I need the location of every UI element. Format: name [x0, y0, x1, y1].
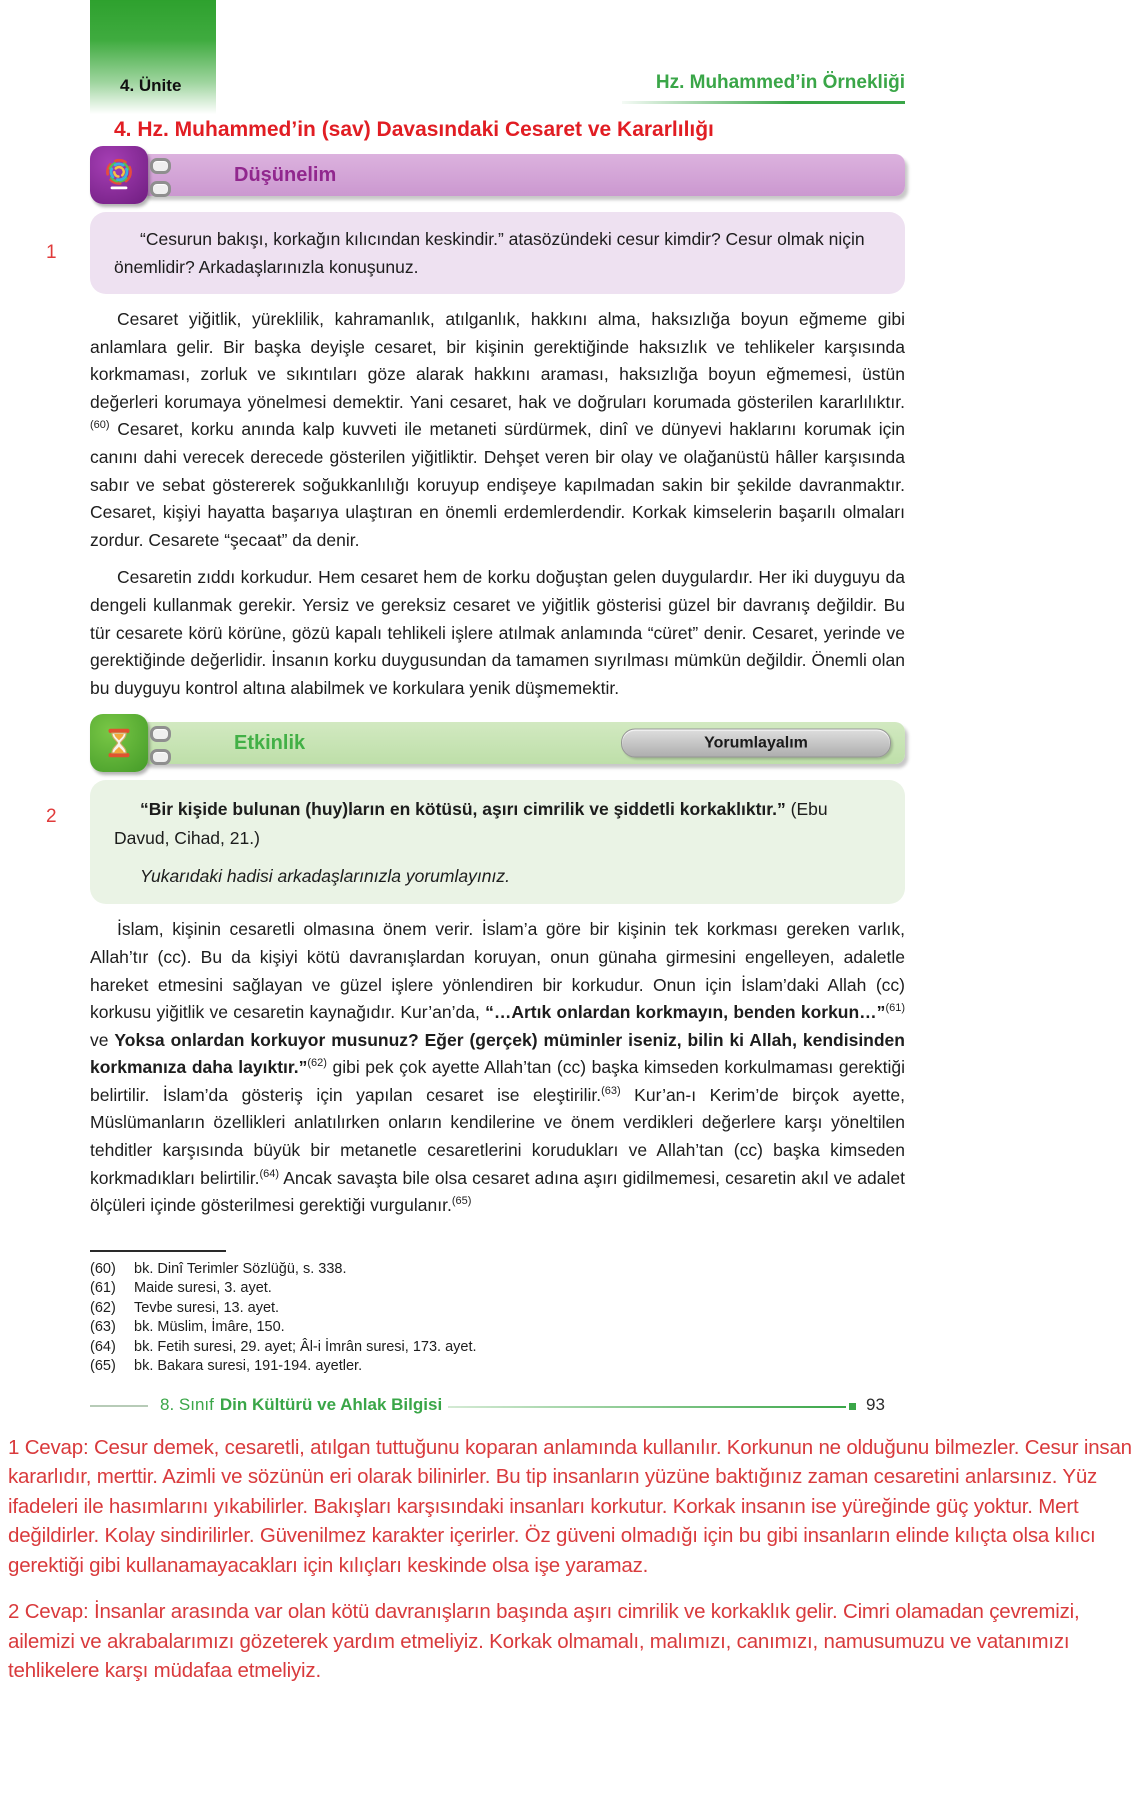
footnote-text: bk. Bakara suresi, 191-194. ayetler. — [134, 1358, 363, 1375]
footnote-number: (60) — [90, 1260, 116, 1277]
handwritten-answers — [8, 1433, 1140, 1686]
footnote-text: bk. Dinî Terimler Sözlüğü, s. 338. — [134, 1260, 347, 1277]
footnote-text: bk. Fetih suresi, 29. ayet; Âl-i İmrân suresi, 173. ayet. — [134, 1338, 477, 1355]
paragraph-cesaret-korku: Cesaretin zıddı korkudur. Hem cesaret hem de korku doğuştan gelen duygulardır. Her iki duyguyu da dengeli kullanmak gerekir. Yersiz ve gereksiz cesaret ve yiğitlik gösterisi güzel bir davranış değildir. Bu tür cesarete körü körüne, gözü kapalı tehlikeli işlere atılmak anlamında “cüret” denir. Cesaret, yerinde ve gerektiğinde değerlidir. İnsanın korku duygusundan da tamamen sıyrılması mümkün değildir. Önemli olan bu duyguyu kontrol altına alabilmek ve korkulara yenik düşmemektir. — [90, 567, 905, 698]
footer-book-name: Din Kültürü ve Ahlak Bilgisi — [219, 1394, 443, 1414]
hourglass-icon — [90, 714, 148, 772]
footnote-row — [90, 1318, 1148, 1338]
page-footer — [0, 1393, 1148, 1419]
footnote-rule — [90, 1250, 226, 1252]
paragraph-cesaret-tanim: Cesaret yiğitlik, yüreklilik, kahramanlık, atılganlık, hakkını alma, haksızlığa boyun eğmeme gibi anlamlara gelir. Bir başka deyişle cesaret, bir kişinin gerektiğinde haksızlık ve tehlikeler karşısında korkmaması, zorluk ve sıkıntıları göze alarak hakkını araması, haksızlığa boyun eğmemesi, üstün değerleri korumaya yönelmesi demektir. Yani cesaret, hak ve doğruları korumada gösterilen kararlılıktır.$^{(60)}$ Cesaret, korku anında kalp kuvveti ile metaneti sürdürmek, dinî ve dünyevi haklarını korumak için canını dahi verecek derecede gösterilen yiğitliktir. Dehşet veren bir olay ve olağanüstü hâller karşısında sabır ve sebat göstererek soğukkanlılığı koruyup endişeye kapılmadan sakin bir şekilde davranmaktır. Cesaret, kişiyi hayatta başarıya ulaştıran en önemli erdemlerdendir. Korkak kimselerin başarılı olmaları zordur. Cesarete “şecaat” da denir. — [90, 309, 905, 550]
footnote-row — [90, 1357, 1148, 1377]
footnote-text: bk. Müslim, İmâre, 150. — [134, 1319, 285, 1336]
unit-title-underline — [622, 101, 905, 104]
page-content — [0, 150, 1148, 1703]
dusunelim-banner — [90, 150, 905, 202]
footnote-number: (65) — [90, 1358, 116, 1375]
page-number: 93 — [866, 1394, 885, 1414]
unit-title: Hz. Muhammed’in Örnekliği — [655, 72, 905, 93]
margin-number-2: 2 — [46, 806, 57, 828]
dusunelim-question-text: “Cesurun bakışı, korkağın kılıcından keskindir.” atasözündeki cesur kimdir? Cesur olmak niçin önemlidir? Arkadaşlarınızla konuşunuz. — [114, 229, 865, 277]
dusunelim-label: Düşünelim — [234, 163, 337, 186]
etkinlik-banner-bar — [142, 722, 905, 764]
footnote-number: (62) — [90, 1299, 116, 1316]
answer-1: 1 Cevap: Cesur demek, cesaretli, atılgan tuttuğunu koparan anlamında kullanılır. Korkunun ne olduğunu bilmezler. Cesur insan kararlıdır, merttir. Azimli ve sözünün eri olarak bilinirler. Bu tip insanların yüzüne baktığınız zaman cesaretini anlarsınız. Yüz ifadeleri ile hasımlarını yıkabilirler. Bakışları karşısındaki insanları korkutur. Korkak insanın ise yüreğinde güç yoktur. Mert değildirler. Kolay sindirilirler. Güvenilmez karakter içerirler. Öz güveni olmadığı için bu gibi insanların elinde kılıçta olsa kılıcı gerektiği gibi kullanamayacakları için kılıçları keskinde olsa işe yaramaz. — [8, 1435, 1132, 1577]
footer-book-title — [160, 1395, 442, 1415]
answer-2: 2 Cevap: İnsanlar arasında var olan kötü davranışların başında aşırı cimrilik ve korkaklık gelir. Cimri olamadan çevremizi, ailemizi ve akrabalarımızı gözeterek yardım etmeliyiz. Korkak olmamalı, malımızı, canımızı, namusumuzu ve vatanımızı tehlikelere karşı müdafaa etmeliyiz. — [8, 1600, 1080, 1683]
unit-gradient-block — [90, 0, 216, 114]
footer-green-rule — [448, 1406, 846, 1408]
footnotes — [90, 1250, 1148, 1377]
footer-grade: 8. Sınıf — [160, 1394, 214, 1414]
dusunelim-question-box — [46, 212, 905, 294]
footnote-number: (63) — [90, 1319, 116, 1336]
body-text-block-2 — [90, 916, 905, 1220]
hadith-box — [46, 780, 905, 904]
footnote-row — [90, 1260, 1148, 1280]
unit-label: 4. Ünite — [120, 76, 182, 95]
footer-left-rule — [90, 1405, 148, 1407]
hadith-text: “Bir kişide bulunan (huy)ların en kötüsü, aşırı cimrilik ve şiddetli korkaklıktır.” (Ebu Davud, Cihad, 21.) — [114, 799, 828, 849]
body-text-block-1 — [90, 306, 905, 702]
think-scribble-icon — [90, 146, 148, 204]
footnote-number: (61) — [90, 1280, 116, 1297]
footnote-row — [90, 1338, 1148, 1358]
binder-rings-icon — [150, 726, 171, 765]
paragraph-islam-cesaret: İslam, kişinin cesaretli olmasına önem verir. İslam’a göre bir kişinin tek korkması gereken varlık, Allah’tır (cc). Bu da kişiyi kötü davranışlardan koruyan, onun günaha girmesini engelleyen, adaletle hareket etmesini sağlayan ve güzel işlere yönlendiren bir korkudur. Onun için İslam’daki Allah (cc) korkusu yiğitlik ve cesaretin kaynağıdır. Kur’an’da, “…Artık onlardan korkmayın, benden korkun…”$^{(61)}$ ve Yoksa onlardan korkuyor musunuz? Eğer (gerçek) müminler iseniz, bilin ki Allah, kendisinden korkmanıza daha layıktır.”$^{(62)}$ gibi pek çok ayette Allah’tan (cc) başka kimseden korkulmaması gerektiği belirtilir. İslam’da gösteriş için yapılan cesaret ise eleştirilir.$^{(63)}$ Kur’an-ı Kerim’de birçok ayette, Müslümanların özellikleri anlatılırken onların kendilerine ve önem verdikleri değerlere karşı yöneltilen tehditler karşısında büyük bir metanetle cesaretlerini korudukları ve Allah’tan (cc) başka kimseden korkmadıkları belirtilir.$^{(64)}$ Ancak savaşta bile olsa cesaret adına aşırı gidilmemesi, cesaretin akıl ve adalet ölçüleri içinde gösterilmesi gerektiği vurgulanır.$^{(65)}$ — [90, 919, 906, 1216]
footnote-text: Tevbe suresi, 13. ayet. — [134, 1299, 280, 1316]
etkinlik-label: Etkinlik — [234, 731, 306, 754]
footer-rule-dot — [849, 1403, 856, 1410]
footnote-number: (64) — [90, 1338, 116, 1355]
dusunelim-banner-bar — [142, 154, 905, 196]
binder-rings-icon — [150, 158, 171, 197]
footnote-row — [90, 1279, 1148, 1299]
footnote-text: Maide suresi, 3. ayet. — [134, 1280, 272, 1297]
footnote-row — [90, 1299, 1148, 1319]
section-title: 4. Hz. Muhammed’in (sav) Davasındaki Cesaret ve Kararlılığı — [114, 118, 714, 141]
yorumlayalim-badge: Yorumlayalım — [621, 729, 891, 758]
margin-number-1: 1 — [46, 242, 57, 263]
etkinlik-banner — [90, 718, 905, 770]
hadith-instruction: Yukarıdaki hadisi arkadaşlarınızla yorumlayınız. — [140, 866, 510, 887]
